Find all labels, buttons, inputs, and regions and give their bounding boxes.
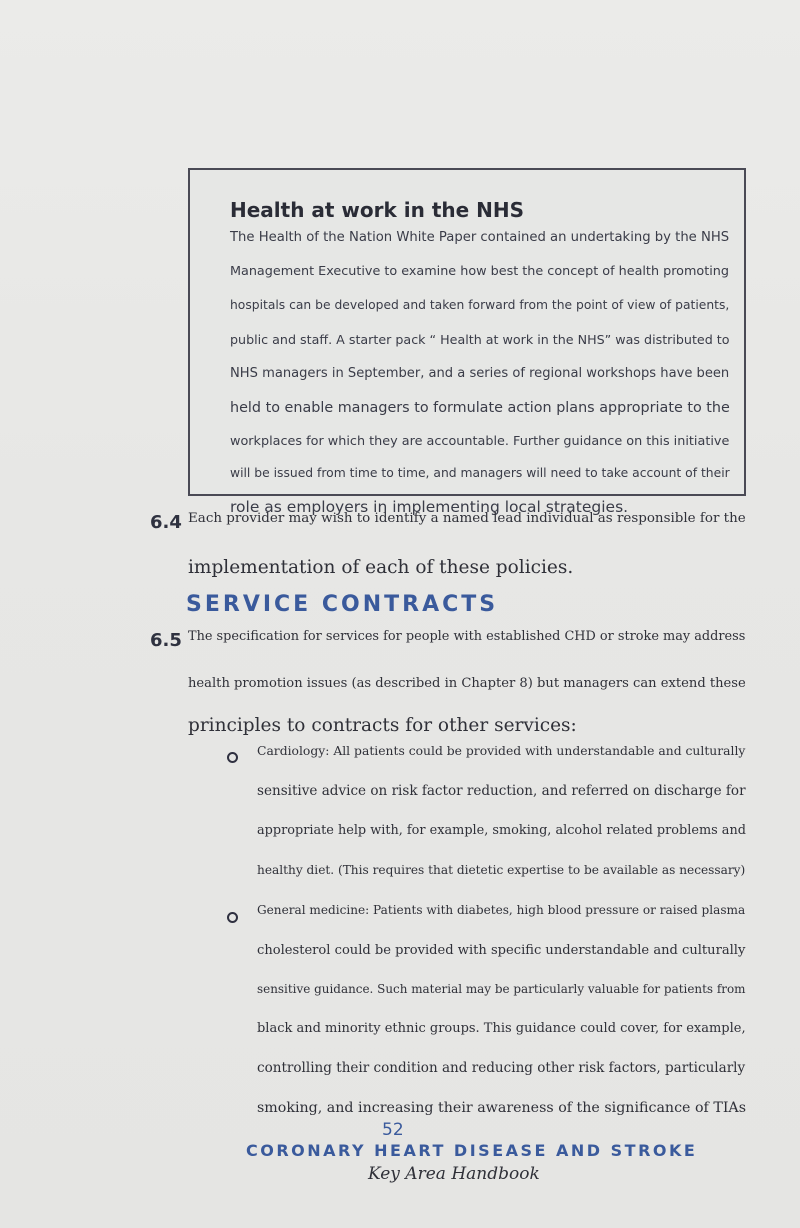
bullet-line: sensitive guidance. Such material may be particularly valuable for patients from <box>257 982 746 996</box>
box-line: workplaces for which they are accountable. Further guidance on this initiative <box>230 434 730 449</box>
section-heading: SERVICE CONTRACTS <box>186 592 499 617</box>
box-line: public and staff. A starter pack “ Health at work in the NHS” was distributed to <box>230 332 730 347</box>
health-at-work-box <box>188 168 746 516</box>
bullet-line: cholesterol could be provided with specific understandable and culturally <box>257 943 746 958</box>
box-line: The Health of the Nation White Paper contained an undertaking by the NHS <box>230 230 730 245</box>
box-line: will be issued from time to time, and managers will need to take account of their <box>230 466 730 480</box>
section-6-5-line: principles to contracts for other services: <box>188 715 577 736</box>
section-number-6-5: 6.5 <box>150 630 182 651</box>
section-6-5-line: health promotion issues (as described in Chapter 8) but managers can extend these <box>188 676 746 691</box>
bullet-line: appropriate help with, for example, smoking, alcohol related problems and <box>257 823 746 838</box>
section-6-4-line: implementation of each of these policies. <box>188 557 574 578</box>
bullet-icon <box>227 752 238 763</box>
box-line: NHS managers in September, and a series of regional workshops have been <box>230 366 730 381</box>
bullet-line: black and minority ethnic groups. This guidance could cover, for example, <box>257 1021 746 1036</box>
bullet-icon <box>227 912 238 923</box>
section-6-5-line: The specification for services for people with established CHD or stroke may address <box>188 629 746 644</box>
box-title: Health at work in the NHS <box>230 198 525 222</box>
bullet-line: General medicine: Patients with diabetes, high blood pressure or raised plasma <box>257 903 746 917</box>
section-6-4-line: Each provider may wish to identify a named lead individual as responsible for the <box>188 511 746 526</box>
bullet-line: healthy diet. (This requires that dietetic expertise to be available as necessary) <box>257 863 746 877</box>
bullet-line: Cardiology: All patients could be provided with understandable and culturally <box>257 744 746 758</box>
page-number: 52 <box>382 1120 404 1140</box>
bullet-line: sensitive advice on risk factor reduction, and referred on discharge for <box>257 783 746 799</box>
bullet-line: smoking, and increasing their awareness of the significance of TIAs <box>257 1100 746 1116</box>
bullet-line: controlling their condition and reducing other risk factors, particularly <box>257 1060 746 1076</box>
box-line: Management Executive to examine how best the concept of health promoting <box>230 264 729 279</box>
section-number-6-4: 6.4 <box>150 512 182 533</box>
box-line: hospitals can be developed and taken forward from the point of view of patients, <box>230 298 730 312</box>
box-line: held to enable managers to formulate action plans appropriate to the <box>230 400 730 416</box>
footer-subtitle: Key Area Handbook <box>368 1164 540 1184</box>
box-line: role as employers in implementing local strategies. <box>230 498 629 516</box>
footer-title: CORONARY HEART DISEASE AND STROKE <box>246 1141 698 1160</box>
